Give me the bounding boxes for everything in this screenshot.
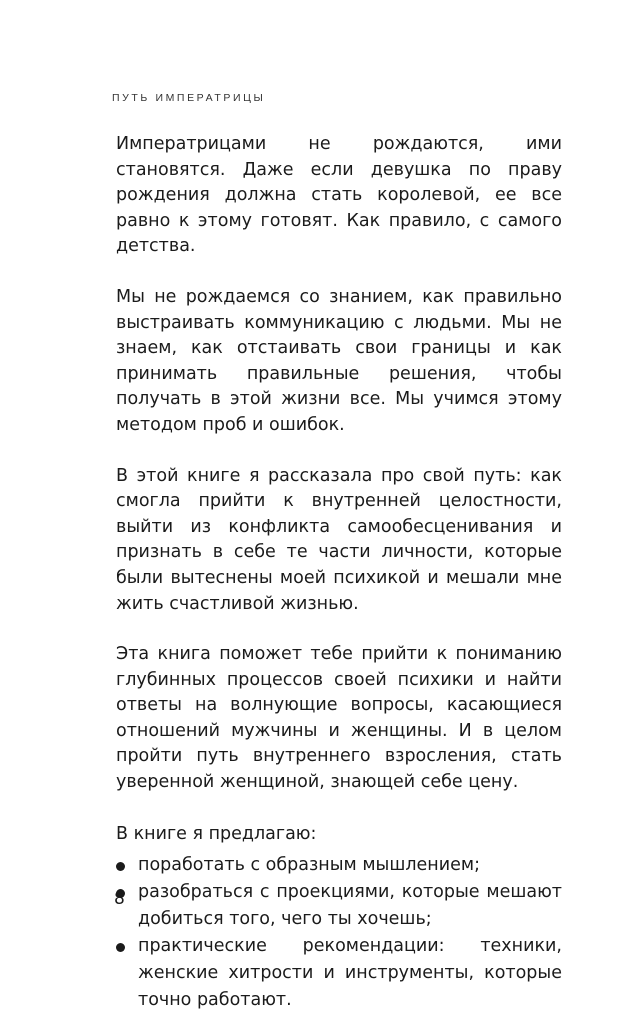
list-item [116, 852, 562, 879]
paragraph-2: Мы не рождаемся со знанием, как правильно выстраивать коммуникацию с людьми. Мы не знаем, как отстаивать свои границы и как принимать правильные решения, чтобы получать в этой жизни все. Мы учимся этому методом проб и ошибок. [116, 286, 562, 435]
paragraph-4: Эта книга поможет тебе прийти к пониманию глубинных процессов своей психики и найти ответы на волнующие вопросы, касающиеся отношений мужчины и женщины. И в целом пройти путь внутреннего взросления, стать уверенной женщиной, знающей себе цену. [116, 644, 562, 793]
list-intro: В книге я предлагаю: [116, 823, 317, 844]
list-item-text: поработать с образным мышлением; [138, 854, 480, 875]
list-item-text: разобраться с проекциями, которые мешают добиться того, чего ты хочешь; [138, 881, 562, 929]
body-text [116, 132, 562, 1014]
list-item [116, 879, 562, 933]
list-item [116, 933, 562, 1014]
running-head: ПУТЬ ИМПЕРАТРИЦЫ [112, 92, 266, 104]
bullet-icon [116, 943, 125, 952]
bullet-list [116, 852, 562, 1014]
paragraph-3: В этой книге я рассказала про свой путь: как смогла прийти к внутренней целостности, выйти из конфликта самообесценивания и признать в себе те части личности, которые были вытеснены моей психикой и мешали мне жить счастливой жизнью. [116, 465, 562, 614]
list-item-text: практические рекомендации: техники, женские хитрости и инструменты, которые точно работают. [138, 935, 562, 1010]
paragraph-1: Императрицами не рождаются, ими становятся. Даже если девушка по праву рождения должна стать королевой, ее все равно к этому готовят. Как правило, с самого детства. [116, 134, 562, 257]
bullet-icon [116, 862, 125, 871]
page-number: 8 [114, 889, 125, 909]
